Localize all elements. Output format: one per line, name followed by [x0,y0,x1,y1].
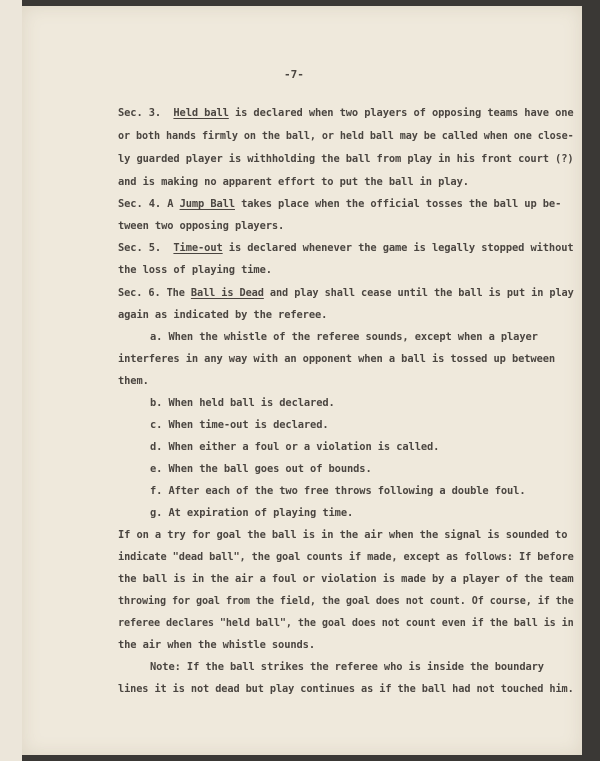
sec6-line-1 [118,287,574,299]
item-g: g. At expiration of playing time. [150,507,354,519]
sec4-term-jump-ball: Jump Ball [179,198,235,210]
sec4-line-1-rest: takes place when the official tosses the ball up be- [234,198,562,210]
item-d: d. When either a foul or a violation is called. [150,441,440,453]
sec5-line-2: the loss of playing time. [118,264,272,276]
sec4-line-2: tween two opposing players. [118,220,285,232]
note-line-1: Note: If the ball strikes the referee who is inside the boundary [150,661,544,673]
dead-ball-para-line-4: throwing for goal from the field, the goal does not count. Of course, if the [118,595,574,607]
sec3-line-1-rest: is declared when two players of opposing teams have one [228,107,574,119]
item-a-line-1: a. When the whistle of the referee sounds, except when a player [150,331,538,343]
sec4-line-1 [118,198,561,210]
dead-ball-para-line-5: referee declares "held ball", the goal does not count even if the ball is in [118,617,574,629]
left-margin-strip [0,0,22,761]
sec5-term-time-out: Time-out [173,242,223,254]
dead-ball-para-line-6: the air when the whistle sounds. [118,639,315,651]
sec6-pre: The [160,287,191,299]
dead-ball-para-line-1: If on a try for goal the ball is in the air when the signal is sounded to [118,529,568,541]
sec6-term-ball-is-dead: Ball is Dead [190,287,264,299]
sec3-line-2: or both hands firmly on the ball, or held ball may be called when one close- [118,130,574,142]
item-a-line-3: them. [118,375,149,387]
sec5-line-1 [118,242,574,254]
item-e: e. When the ball goes out of bounds. [150,463,372,475]
sec3-line-4: and is making no apparent effort to put the ball in play. [118,176,469,188]
sec3-line-3: ly guarded player is withholding the ball from play in his front court (?) [118,153,574,165]
dead-ball-para-line-3: the ball is in the air a foul or violation is made by a player of the team [118,573,574,585]
sec4-label: Sec. 4. [118,198,162,210]
sec4-pre: A [161,198,180,210]
sec5-line-1-rest: is declared whenever the game is legally stopped without [222,242,574,254]
dead-ball-para-line-2: indicate "dead ball", the goal counts if made, except as follows: If before [118,551,574,563]
item-c: c. When time-out is declared. [150,419,329,431]
sec6-label: Sec. 6. [118,287,161,299]
note-line-2: lines it is not dead but play continues as if the ball had not touched him. [118,683,574,695]
sec3-line-1 [118,107,574,119]
item-a-line-2: interferes in any way with an opponent when a ball is tossed up between [118,353,556,365]
sec3-term-held-ball: Held ball [173,107,229,119]
item-f: f. After each of the two free throws following a double foul. [150,485,526,497]
sec6-line-2: again as indicated by the referee. [118,309,328,321]
sec3-label: Sec. 3. [118,107,162,119]
page-number: -7- [284,68,304,81]
sec5-label: Sec. 5. [118,242,162,254]
item-b: b. When held ball is declared. [150,397,335,409]
sec6-line-1-rest: and play shall cease until the ball is put in play [263,287,574,299]
